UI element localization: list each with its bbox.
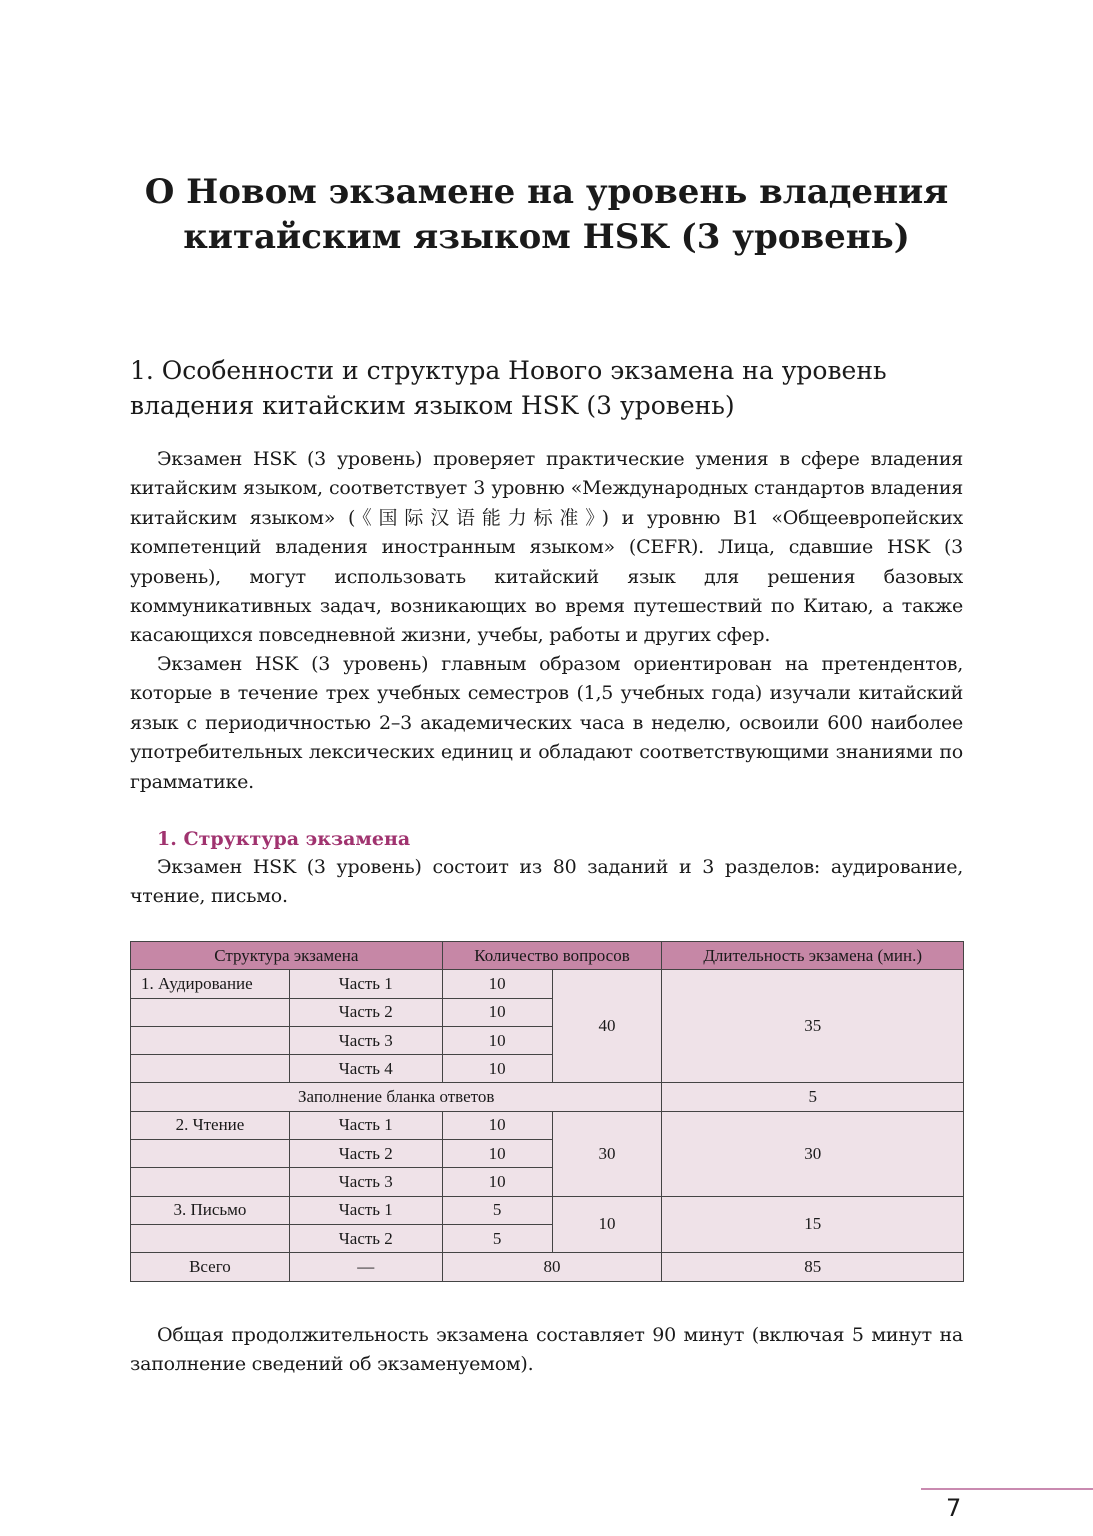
empty-cell xyxy=(131,1224,290,1252)
part-label: Часть 2 xyxy=(289,1140,442,1168)
empty-cell xyxy=(131,1140,290,1168)
section-total-listening: 40 xyxy=(552,970,662,1083)
page-title-line-1: О Новом экзамене на уровень владения xyxy=(144,172,949,212)
section-duration-reading: 30 xyxy=(662,1111,964,1196)
question-count: 10 xyxy=(442,970,552,998)
table-header-row xyxy=(131,942,964,970)
question-count: 10 xyxy=(442,1168,552,1196)
page-title-line-2: китайским языком HSK (3 уровень) xyxy=(183,217,910,257)
part-label: Часть 1 xyxy=(289,970,442,998)
exam-structure-table xyxy=(130,941,964,1282)
section-label-listening: 1. Аудирование xyxy=(131,970,290,998)
section-duration-listening: 35 xyxy=(662,970,964,1083)
table-row-total xyxy=(131,1253,964,1281)
empty-cell xyxy=(131,1026,290,1054)
paragraph-exam-composition: Экзамен HSK (3 уровень) состоит из 80 заданий и 3 разделов: аудирование, чтение, письмо. xyxy=(130,856,963,908)
subheading-exam-structure: 1. Структура экзамена xyxy=(157,828,411,850)
part-label: Часть 3 xyxy=(289,1026,442,1054)
section-total-writing: 10 xyxy=(552,1196,662,1253)
section-total-reading: 30 xyxy=(552,1111,662,1196)
question-count: 10 xyxy=(442,1055,552,1083)
total-duration: 85 xyxy=(662,1253,964,1281)
question-count: 10 xyxy=(442,1140,552,1168)
question-count: 10 xyxy=(442,1111,552,1139)
total-questions: 80 xyxy=(442,1253,662,1281)
part-label: Часть 2 xyxy=(289,1224,442,1252)
empty-cell xyxy=(131,998,290,1026)
section-label-reading: 2. Чтение xyxy=(131,1111,290,1139)
paragraph-total-duration: Общая продолжительность экзамена составляет 90 минут (включая 5 минут на заполнение сведений об экзаменуемом). xyxy=(130,1324,963,1376)
part-label: Часть 4 xyxy=(289,1055,442,1083)
part-label: Часть 3 xyxy=(289,1168,442,1196)
answer-sheet-duration: 5 xyxy=(662,1083,964,1111)
header-questions: Количество вопросов xyxy=(442,942,662,970)
question-count: 5 xyxy=(442,1224,552,1252)
answer-sheet-label: Заполнение бланка ответов xyxy=(131,1083,662,1111)
table-row xyxy=(131,970,964,998)
question-count: 10 xyxy=(442,998,552,1026)
question-count: 10 xyxy=(442,1026,552,1054)
header-structure: Структура экзамена xyxy=(131,942,443,970)
section-duration-writing: 15 xyxy=(662,1196,964,1253)
empty-cell xyxy=(131,1055,290,1083)
part-label: Часть 2 xyxy=(289,998,442,1026)
paragraph-target-audience: Экзамен HSK (3 уровень) главным образом ориентирован на претендентов, которые в течение трех учебных семестров (1,5 учебных года) изучали китайский язык с периодичностью 2–3 академических часа в неделю, освоили 600 наиболее употребительных лексических единиц и обладают соответствующими знаниями по грамматике. xyxy=(130,653,963,793)
part-label: Часть 1 xyxy=(289,1196,442,1224)
table-row xyxy=(131,1083,964,1111)
paragraph-intro: Экзамен HSK (3 уровень) проверяет практические умения в сфере владения китайским языком, соответствует 3 уровню «Международных стандартов владения китайским языком» (《国际汉语能力标准》) и уровню B1 «Общеевропейских компетенций владения иностранным языком» (CEFR). Лица, сдавшие HSK (3 уровень), могут использовать китайский язык для решения базовых коммуникативных задач, возникающих во время путешествий по Китаю, а также касающихся повседневной жизни, учебы, работы и других сфер. xyxy=(130,448,963,647)
table-row xyxy=(131,1111,964,1139)
section-title: 1. Особенности и структура Нового экзамена на уровень владения китайским языком HSK (3 уровень) xyxy=(130,356,887,420)
total-label: Всего xyxy=(131,1253,290,1281)
table-row xyxy=(131,1196,964,1224)
page-number: 7 xyxy=(946,1494,962,1522)
header-duration: Длительность экзамена (мин.) xyxy=(662,942,964,970)
footer-divider xyxy=(921,1488,1093,1490)
question-count: 5 xyxy=(442,1196,552,1224)
page-title xyxy=(130,170,963,260)
total-dash: — xyxy=(289,1253,442,1281)
empty-cell xyxy=(131,1168,290,1196)
section-label-writing: 3. Письмо xyxy=(131,1196,290,1224)
part-label: Часть 1 xyxy=(289,1111,442,1139)
